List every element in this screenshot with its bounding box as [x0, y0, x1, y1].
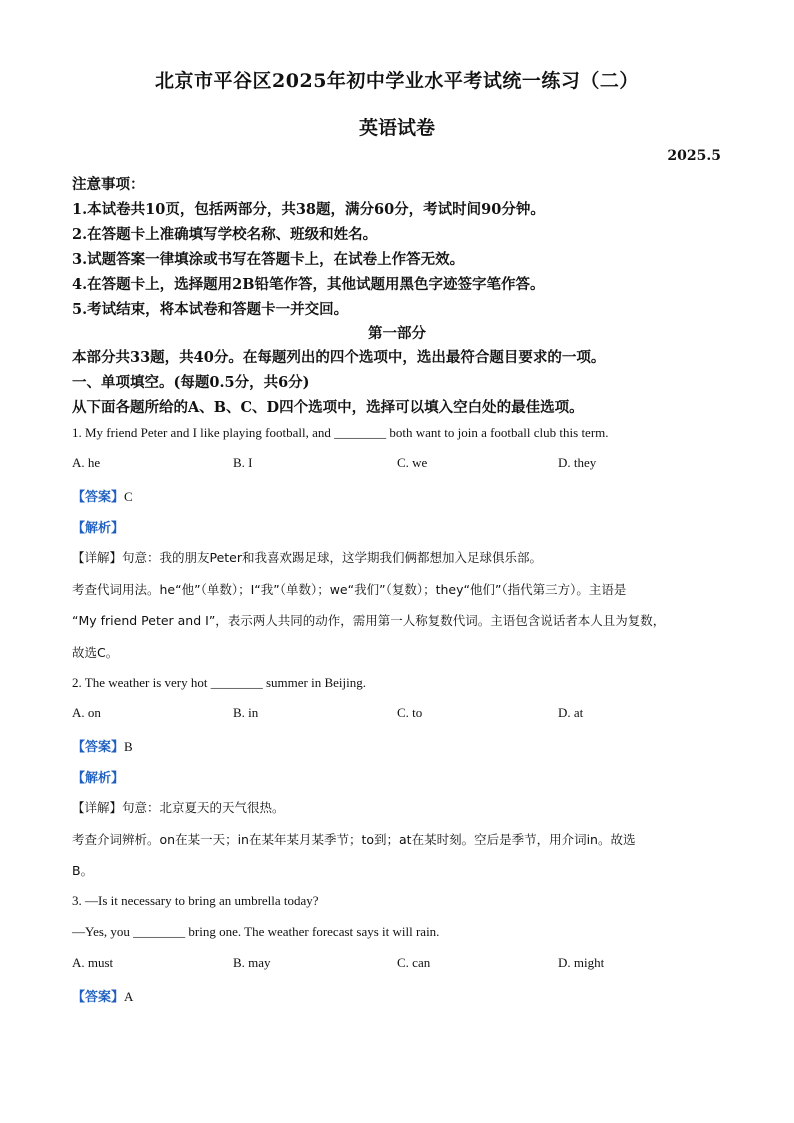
section-title: 一、单项填空。(每题0.5分，共6分): [72, 374, 310, 391]
answer-label: 【答案】: [72, 490, 125, 505]
notes-item: 4.在答题卡上，选择题用2B铅笔作答，其他试题用黑色字迹签字笔作答。: [72, 276, 545, 293]
option-d: D. might: [558, 955, 605, 970]
question-stem: 3. —Is it necessary to bring an umbrella today?: [72, 893, 319, 908]
answer-label: 【答案】: [72, 740, 125, 755]
option-b: B. in: [233, 705, 259, 720]
part-description: 本部分共33题，共40分。在每题列出的四个选项中，选出最符合题目要求的一项。: [72, 349, 606, 366]
section-instruction: 从下面各题所给的A、B、C、D四个选项中，选择可以填入空白处的最佳选项。: [72, 399, 584, 416]
analysis-label: 【解析】: [72, 521, 125, 536]
option-d: D. they: [558, 455, 597, 470]
detail-line: 考查代词用法。he“他”（单数）；I“我”（单数）；we“我们”（复数）；they“他们”（指代第三方）。主语是: [72, 582, 627, 597]
analysis-label: 【解析】: [72, 771, 125, 786]
notes-item: 3.试题答案一律填涂或书写在答题卡上，在试卷上作答无效。: [72, 251, 465, 268]
question-stem: 1. My friend Peter and I like playing football, and ________ both want to join a football club this term.: [72, 425, 609, 440]
answer-label: 【答案】: [72, 990, 125, 1005]
detail-line: 【详解】句意：北京夏天的天气很热。: [72, 800, 285, 815]
notes-heading: 注意事项：: [72, 176, 145, 193]
detail-line: 故选C。: [72, 645, 119, 660]
option-d: D. at: [558, 705, 584, 720]
answer-value: A: [124, 989, 134, 1004]
exam-date: 2025.5: [667, 148, 721, 164]
notes-item: 2.在答题卡上准确填写学校名称、班级和姓名。: [72, 226, 378, 243]
question-stem: 2. The weather is very hot ________ summer in Beijing.: [72, 675, 367, 690]
option-c: C. we: [397, 455, 428, 470]
option-b: B. may: [233, 955, 271, 970]
detail-line: 【详解】句意：我的朋友Peter和我喜欢踢足球，这学期我们俩都想加入足球俱乐部。: [72, 550, 543, 565]
option-b: B. I: [233, 455, 253, 470]
option-c: C. can: [397, 955, 431, 970]
answer-row: [72, 986, 133, 1005]
detail-line: “My friend Peter and I”，表示两人共同的动作，需用第一人称复数代词。主语包含说话者本人且为复数，: [72, 613, 666, 628]
detail-line: B。: [72, 863, 94, 878]
notes-item: 5.考试结束，将本试卷和答题卡一并交回。: [72, 301, 349, 318]
option-c: C. to: [397, 705, 423, 720]
option-a: A. on: [72, 705, 101, 720]
exam-title: 北京市平谷区2025年初中学业水平考试统一练习（二）: [155, 70, 639, 92]
question-stem-line2: —Yes, you ________ bring one. The weather forecast says it will rain.: [72, 924, 440, 939]
answer-row: [72, 486, 133, 505]
option-a: A. he: [72, 455, 101, 470]
option-a: A. must: [72, 955, 114, 970]
detail-line: 考查介词辨析。on在某一天；in在某年某月某季节；to到；at在某时刻。空后是季节，用介词in。故选: [72, 832, 636, 847]
answer-value: C: [124, 489, 133, 504]
answer-value: B: [124, 739, 133, 754]
notes-item: 1.本试卷共10页，包括两部分，共38题，满分60分，考试时间90分钟。: [72, 201, 545, 218]
answer-row: [72, 736, 133, 755]
part-title: 第一部分: [368, 325, 426, 342]
exam-subtitle: 英语试卷: [358, 117, 435, 139]
